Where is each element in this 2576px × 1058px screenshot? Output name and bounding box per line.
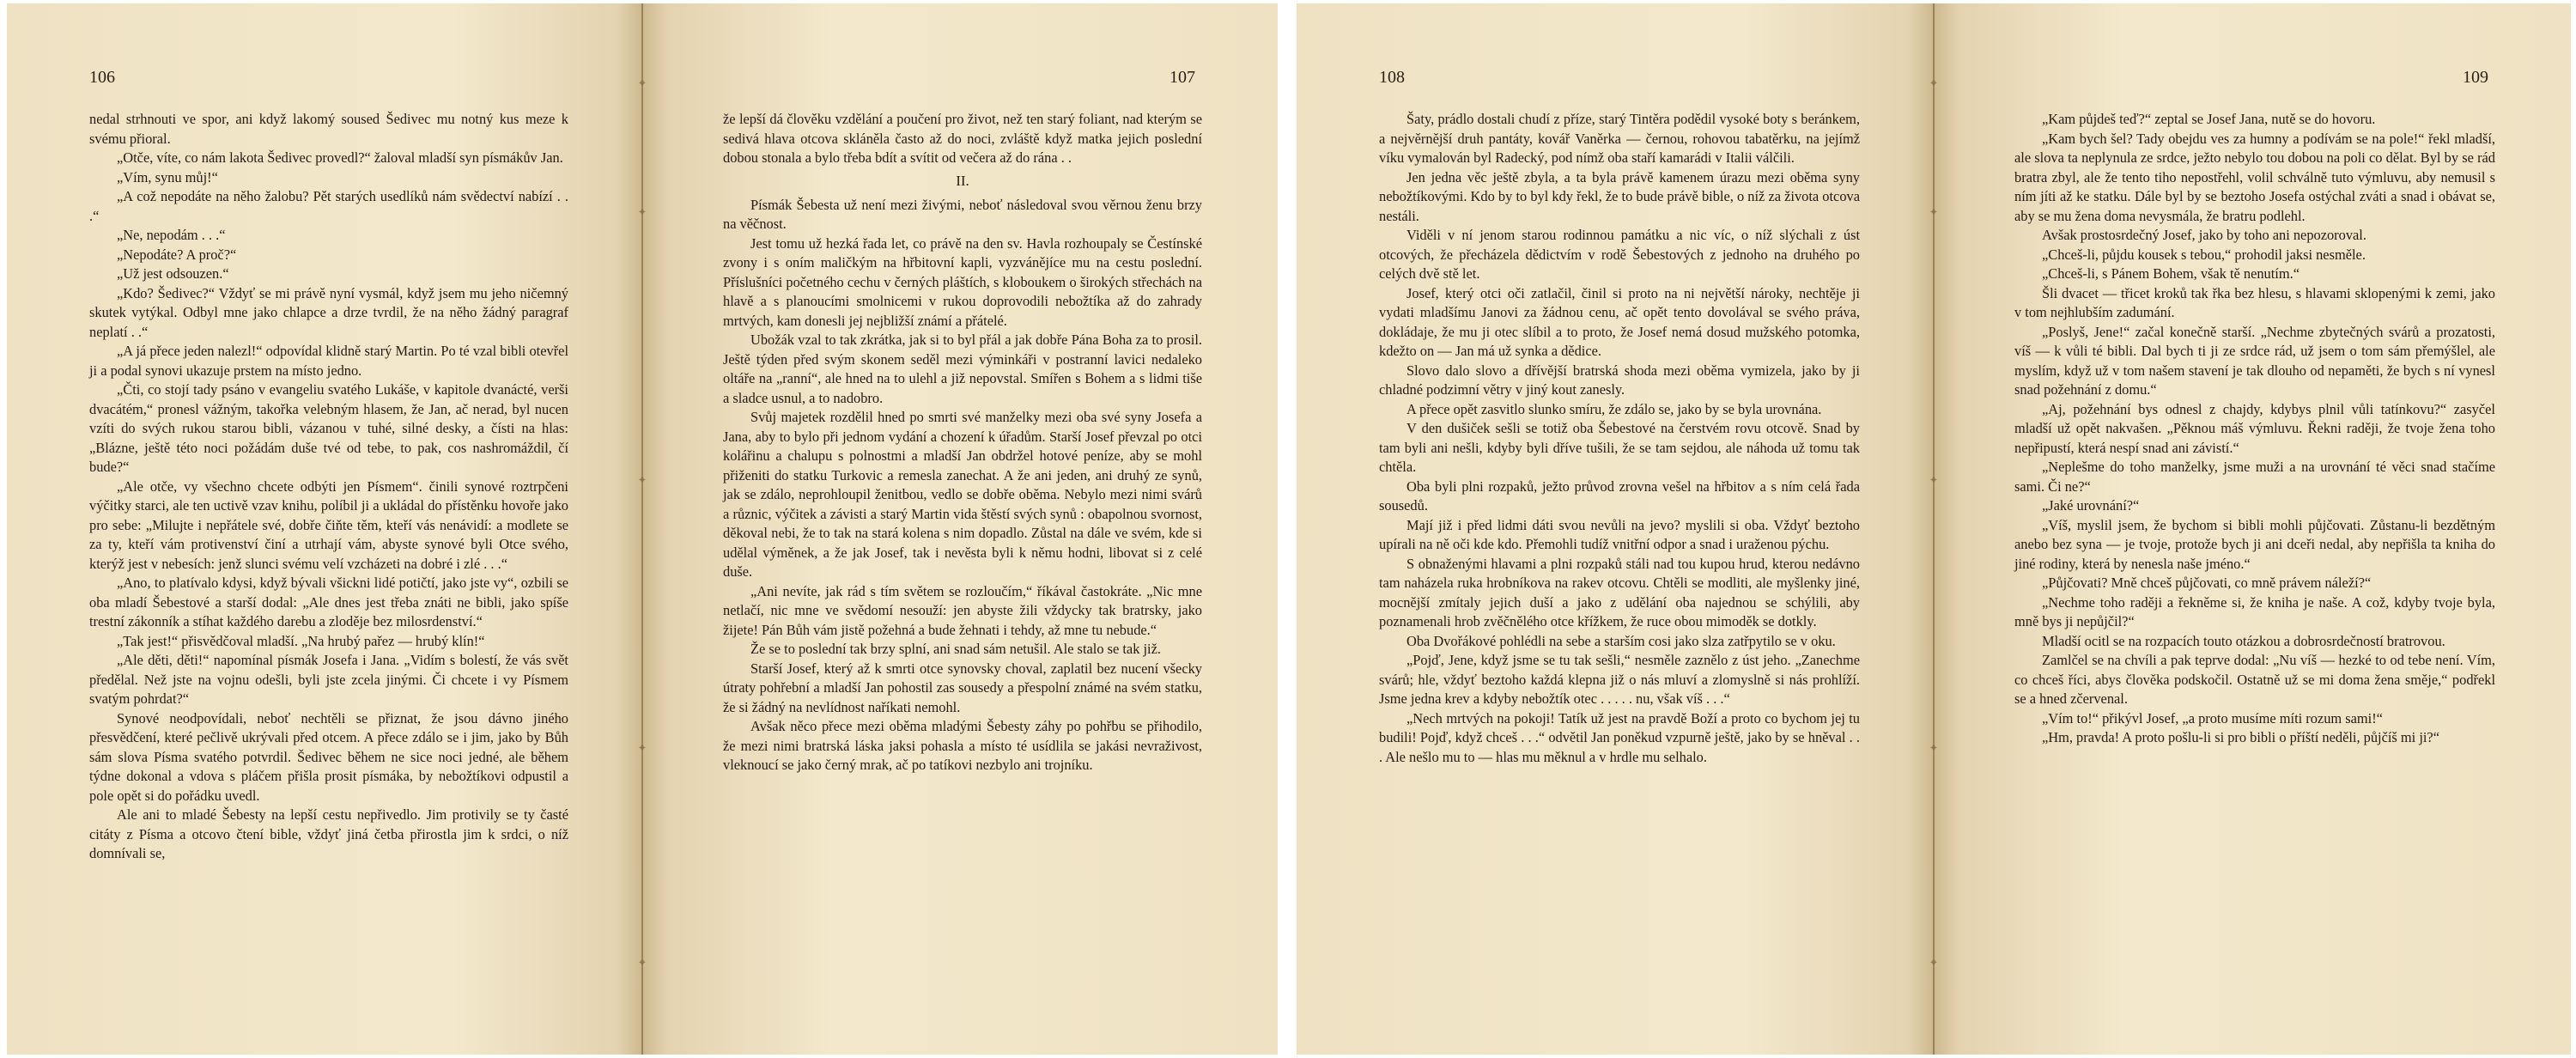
paragraph: Avšak prostosrdečný Josef, jako by toho ani nepozoroval. xyxy=(2042,227,2366,243)
left-spread xyxy=(7,3,1278,1055)
book-gutter xyxy=(641,3,643,1055)
paragraph: „Chceš-li, půjdu kousek s tebou,“ prohodil jaksi nesměle. xyxy=(2042,246,2366,263)
paragraph: „Ale děti, děti!“ napomínal písmák Josefa i Jana. „Vidím s bolestí, že vás svět předělal. Než jste na vojnu odešli, byli jste zcela jinými. Či chcete i vy Písmem svatým pohrdat?“ xyxy=(89,652,568,707)
page-number: 108 xyxy=(1379,68,1405,87)
binding-stitch-icon: ⌖ xyxy=(1930,473,1937,487)
paragraph: „Kam půjdeš teď?“ zeptal se Josef Jana, nutě se do hovoru. xyxy=(2042,111,2376,127)
binding-stitch-icon: ⌖ xyxy=(639,741,646,755)
chapter-heading: II. xyxy=(956,172,969,189)
paragraph: „Ani nevíte, jak rád s tím světem se rozloučím,“ říkával častokráte. „Nic mne netlačí, nic mne ve svědomí nesouží: jen abyste žili vždycky tak bratrsky, jako žijete! Pán Bůh vám jistě požehná a bude žehnati i tehdy, až mne tu nebude.“ xyxy=(723,582,1202,638)
page-number: 106 xyxy=(89,68,115,87)
paragraph: V den dušiček sešli se totiž oba Šebestové na čerstvém rovu otcově. Snad by tam byli ani nešli, kdyby byli dříve tušili, že se tam sejdou, ale náhoda už tomu tak chtěla. xyxy=(1379,420,1860,475)
paragraph: Slovo dalo slovo a dřívější bratrská shoda mezi oběma vymizela, jako by ji chladné podzimní větry v jiný kout zanesly. xyxy=(1379,362,1860,398)
binding-stitch-icon: ⌖ xyxy=(639,473,646,487)
paragraph: „Nech mrtvých na pokoji! Tatík už jest na pravdě Boží a proto co bychom jej tu budili! Pojď, když chceš . . .“ odvětil Jan poněkud vzpurně ještě, jako by se hněval . . . Ale nešlo mu to — hlas mu měknul a v hrdle mu selhalo. xyxy=(1379,709,1860,765)
paragraph: „Kdo? Šedivec?“ Vždyť se mi právě nyní vysmál, když jsem mu jeho ničemný skutek vytýkal. Odbyl mne jako chlapce a drze tvrdil, že na něho žádný paragraf neplatí . .“ xyxy=(89,284,568,340)
paragraph: „Nepodáte? A proč?“ xyxy=(117,246,237,263)
binding-stitch-icon: ⌖ xyxy=(1930,741,1937,755)
paragraph: Viděli v ní jenom starou rodinnou památku a nic víc, o níž slýchali z úst otcových, že přecházela dědictvím v rodě Šebestových z jednoho na druhého po celých dvě stě let. xyxy=(1379,227,1860,282)
paragraph: „Ne, nepodám . . .“ xyxy=(117,227,226,243)
paragraph: Ubožák vzal to tak zkrátka, jak si to byl přál a jak dobře Pána Boha za to prosil. Ještě týden před svým skonem seděl mezi výminkáři v postranní lavici nedaleko oltáře na „ranní“, ale hned na to ulehl a již nepovstal. Smířen s Bohem a s lidmi tiše a sladce usnul, a to nadobro. xyxy=(723,331,1202,406)
paragraph: Ale ani to mladé Šebesty na lepší cestu nepřivedlo. Jim protivily se ty časté citáty z Písma a otcovo čtení bible, vždyť jiná četba přirostla jim k srdci, o níž domnívali se, xyxy=(89,806,568,861)
paragraph: Šaty, prádlo dostali chudí z příze, starý Tintěra podědil vysoké boty s beránkem, a nejvěrnější druh pantáty, kovář Vaněrka — černou, rohovou tabatěrku, na jejímž víku vymalován byl Radecký, pod nímž oba staří kamarádi v Italii válčili. xyxy=(1379,111,1860,166)
right-spread xyxy=(1297,3,2571,1055)
book-gutter xyxy=(1933,3,1935,1055)
paragraph: „A což nepodáte na něho žalobu? Pět starých usedlíků nám svědectví nabízí . . .“ xyxy=(89,188,568,224)
paragraph: Mají již i před lidmi dáti svou nevůli na jevo? myslili si oba. Vždyť beztoho upírali na ně oči kde kdo. Přemohli tudíž vnitřní odpor a snad i uraženou pýchu. xyxy=(1379,516,1860,552)
paragraph: „Tak jest!“ přisvědčoval mladší. „Na hrubý pařez — hrubý klín!“ xyxy=(117,632,485,649)
page-108 xyxy=(1297,3,1934,1055)
binding-stitch-icon: ⌖ xyxy=(639,76,646,90)
page-106 xyxy=(7,3,642,1055)
paragraph: S obnaženými hlavami a plni rozpaků stáli nad tou kupou hrud, kterou nedávno tam naházela ruka hrobníkova na rakev otcovu. Chtěli se modliti, ale myšlenky jiné, mocnější zmítaly jejich duší a jako z udělání oba najednou se schýlili, aby poznamenali hrob zvěčnělého otce křížkem, že ruce obou mimoděk se dotkly. xyxy=(1379,555,1860,629)
page-number: 109 xyxy=(2463,68,2488,87)
paragraph: „Aj, požehnání bys odnesl z chajdy, kdybys plnil vůli tatínkovu?“ zasyčel mladší už opět nakvašen. „Pěknou máš výmluvu. Řekni raději, že tvoje žena toho nepřipustí, která nespí snad ani závistí.“ xyxy=(2014,400,2495,456)
paragraph: Starší Josef, který až k smrti otce synovsky choval, zaplatil bez nucení všecky útraty pohřební a mladší Jan pohostil zas sousedy a přespolní známé na svém statku, že si žádný na nevlídnost naříkati nemohl. xyxy=(723,660,1202,715)
paragraph: „Jaké urovnání?“ xyxy=(2042,497,2140,514)
page-text xyxy=(723,110,1202,775)
paragraph: „Kam bych šel? Tady obejdu ves za humny a podívám se na pole!“ řekl mladší, ale slova ta neplynula ze srdce, ježto nebylo tou dobou na poli co dělat. Byl by se rád bratra zbyl, ale že tento tiho nepostřehl, volil schválně tuto výmluvu, aby nemusil s ním jíti až ke statku. Dále byl by se beztoho Josefa ostýchal zváti a snad i obávat se, aby se mu žena doma nevysmála, že bratru podlehl. xyxy=(2014,130,2495,224)
binding-stitch-icon: ⌖ xyxy=(1930,76,1937,90)
paragraph: „Půjčovati? Mně chceš půjčovati, co mně právem náleží?“ xyxy=(2042,575,2372,591)
paragraph: „Už jest odsouzen.“ xyxy=(117,265,229,282)
paragraph: Oba Dvořákové pohlédli na sebe a starším cosi jako slza zatřpytilo se v oku. xyxy=(1406,632,1836,649)
paragraph: „Ano, to platívalo kdysi, když bývali všickni lidé potičtí, jako jste vy“, ozbili se oba mladí Šebestové a starší dodal: „Ale dnes jest třeba znáti ne bibli, jako spíše trestní zákonník a stíhat každého darebu a zloděje bez milosrdenství.“ xyxy=(89,575,568,629)
paragraph: Josef, který otci oči zatlačil, činil si proto na ni největší nároky, nechtěje ji vydati mladšímu Janovi za žádnou cenu, ač opět tento dovolával se svého práva, dokládaje, že mu ji otec slíbil a to proto, že Josef nemá dosud mužského potomka, kdežto on — Jan má už synka a dědice. xyxy=(1379,284,1860,359)
paragraph: „Nechme toho raději a řekněme si, že kniha je naše. A což, kdyby tvoje byla, mně bys ji nepůjčil?“ xyxy=(2014,593,2495,629)
paragraph: „Vím, synu můj!“ xyxy=(117,168,218,185)
binding-stitch-icon: ⌖ xyxy=(1930,205,1937,219)
paragraph: Že se to poslední tak brzy splní, ani snad sám netušil. Ale stalo se tak již. xyxy=(750,641,1161,657)
binding-stitch-icon: ⌖ xyxy=(639,205,646,219)
page-text xyxy=(89,110,568,864)
paragraph: Svůj majetek rozdělil hned po smrti své manželky mezi oba své syny Josefa a Jana, aby to bylo při jednom vydání a chození k úřadům. Starší Josef převzal po otci kolářinu a chalupu s polnostmi a mladší Jan obdržel hotové peníze, aby se mohl přiženiti do statku Turkovic a remesla zanechat. A že ani jeden, ani druhý ze synů, jak se zdálo, neprohloupil ženitbou, vedlo se dobře oběma. Nebylo mezi nimi svárů a různic, výčitek a závisti a starý Martin vida štěstí svých synů : obapolnou svornost, děkoval nebi, že to tak na stará kolena s nim dopadlo. Zůstal na dále ve svém, kde si udělal výměnek, a že jak Josef, tak i nevěsta byli k němu hodni, libovat si z celé duše. xyxy=(723,409,1202,580)
paragraph: Jest tomu už hezká řada let, co právě na den sv. Havla rozhoupaly se Čestínské zvony i s oním maličkým na hřbitovní kapli, vyzvánějíce mu na cestu poslední. Příslušníci početného cechu v černých pláštích, s kloboukem o širokých střechách na hlavě a s planoucími smolnicemi v rukou doprovodili nebožtíka až do zahrady mrtvých, kam donesli jej nejbližší známí a přátelé. xyxy=(723,234,1202,329)
paragraph: „Vím to!“ přikývl Josef, „a proto musíme míti rozum sami!“ xyxy=(2042,709,2383,727)
paragraph: Jen jedna věc ještě zbyla, a ta byla právě kamenem úrazu mezi oběma syny nebožtíkovými. Kdo by to byl kdy řekl, že to bude právě bible, o níž za života otcova nestáli. xyxy=(1379,168,1860,224)
paragraph: Avšak něco přece mezi oběma mladými Šebesty záhy po pohřbu se přihodilo, že mezi nimi bratrská láska jaksi pohasla a místo té usídlila se jakási nevraživost, vleknoucí se jako černý mrak, ač po tatíkovi nezbylo ani trojníku. xyxy=(723,718,1202,773)
paragraph: že lepší dá člověku vzdělání a poučení pro život, než ten starý foliant, nad kterým se sedivá hlava otcova skláněla často až do noci, zvláště když matka jejich poslední dobou stonala a bylo třeba bdít a svítit od večera až do rána . . xyxy=(723,111,1202,166)
paragraph: „Hm, pravda! A proto pošlu-li si pro bibli o příští neděli, půjčíš mi ji?“ xyxy=(2042,729,2439,745)
paragraph: Šli dvacet — třicet kroků tak řka bez hlesu, s hlavami sklopenými k zemi, jako v tom nejhlubším zadumání. xyxy=(2014,284,2495,320)
page-text xyxy=(2014,110,2495,748)
paragraph: Mladší ocitl se na rozpacích touto otázkou a dobrosrdečností bratrovou. xyxy=(2042,632,2445,649)
binding-stitch-icon: ⌖ xyxy=(639,956,646,970)
paragraph: Oba byli plni rozpaků, ježto průvod zrovna vešel na hřbitov a s ním celá řada sousedů. xyxy=(1379,477,1860,514)
binding-stitch-icon: ⌖ xyxy=(1930,956,1937,970)
paragraph: „Pojď, Jene, když jsme se tu tak sešli,“ nesměle zaznělo z úst jeho. „Zanechme svárů; hle, vždyť beztoho každá klepna již o nás mluví a zlomyslně si nás prohlíží. Jsme jedna krev a kdyby nebožtík otec . . . . . nu, však víš . . .“ xyxy=(1379,652,1860,707)
paragraph: „Víš, myslil jsem, že bychom si bibli mohli půjčovati. Zůstanu-li bezdětným anebo bez syna — je tvoje, protože bych ji ani dceři nedal, aby nepřišla ta kniha do jiné rodiny, která by nenesla naše jméno.“ xyxy=(2014,516,2495,572)
page-107 xyxy=(642,3,1278,1055)
page-109 xyxy=(1934,3,2571,1055)
paragraph: nedal strhnouti ve spor, ani když lakomý soused Šedivec mu notný kus meze k svému přioral. xyxy=(89,111,568,147)
paragraph: Písmák Šebesta už není mezi živými, neboť následoval svou věrnou ženu brzy na věčnost. xyxy=(723,196,1202,232)
paragraph: „Ale otče, vy všechno chcete odbýti jen Písmem“. činili synové roztrpčeni výčitky starci, ale ten uctivě vzav knihu, políbil ji a ukládal do přístěnku hovoře jako pro sebe: „Milujte i nepřátele své, dobře čiňte těm, kteří vás nenávidí: a modlete se za ty, kteří vám protivenství činí a utrhají vám, abyste synové byli Otce svého, kterýž jest v nebesích: jenž slunci svému velí vzcházeti na dobré i zlé . . .“ xyxy=(89,477,568,572)
page-number: 107 xyxy=(1170,68,1195,87)
paragraph: „Chceš-li, s Pánem Bohem, však tě nenutím.“ xyxy=(2042,265,2300,282)
paragraph: „Čti, co stojí tady psáno v evangeliu svatého Lukáše, v kapitole dvanácté, verši dvacátém,“ pronesl vážným, takořka velebným hlasem, že Jan, ač nerad, byl nucen vzíti do svých rukou starou bibli, vázanou v tuhé, silné desky, a čísti na hlas: „Blázne, ještě této noci požádám duše tvé od tebe, to pak, cos nashromáždil, čí bude?“ xyxy=(89,381,568,475)
paragraph: Synové neodpovídali, neboť nechtěli se přiznat, že jsou dávno jiného přesvědčení, které pečlivě ukrývali před otcem. A přece zdálo se i jim, jako by Bůh sám slova Písma svatého potvrdil. Šedivec během ne sice noci jedné, ale během týdne dokonal a vdova s pláčem přišla prosit písmáka, by nebožtíkovi odpustil a pole opět si do pořádku uvedl. xyxy=(89,709,568,804)
paragraph: „A já přece jeden nalezl!“ odpovídal klidně starý Martin. Po té vzal bibli otevřel ji a podal synovi ukazuje prstem na místo jedno. xyxy=(89,343,568,379)
paragraph: „Poslyš, Jene!“ začal konečně starší. „Nechme zbytečných svárů a prozatosti, víš — k vůli té bibli. Dal bych ti ji ze srdce rád, už jsem o tom sám přemýšlel, ale myslím, když už v tom našem stavení je tak dlouho od nepaměti, že bych s ní vynesl snad požehnání z domu.“ xyxy=(2014,323,2495,398)
paragraph: „Neplešme do toho manželky, jsme muži a na urovnání té věci snad stačíme sami. Či ne?“ xyxy=(2014,459,2495,495)
page-text xyxy=(1379,110,1860,767)
paragraph: Zamlčel se na chvíli a pak teprve dodal: „Nu víš — hezké to od tebe není. Vím, co chceš říci, abys člověka podskočil. Ostatně už se mi doma žena směje,“ podřekl se a hned zčervenal. xyxy=(2014,652,2495,707)
paragraph: „Otče, víte, co nám lakota Šedivec provedl?“ žaloval mladší syn písmákův Jan. xyxy=(117,149,563,166)
paragraph: A přece opět zasvitlo slunko smíru, že zdálo se, jako by se byla urovnána. xyxy=(1406,400,1822,417)
